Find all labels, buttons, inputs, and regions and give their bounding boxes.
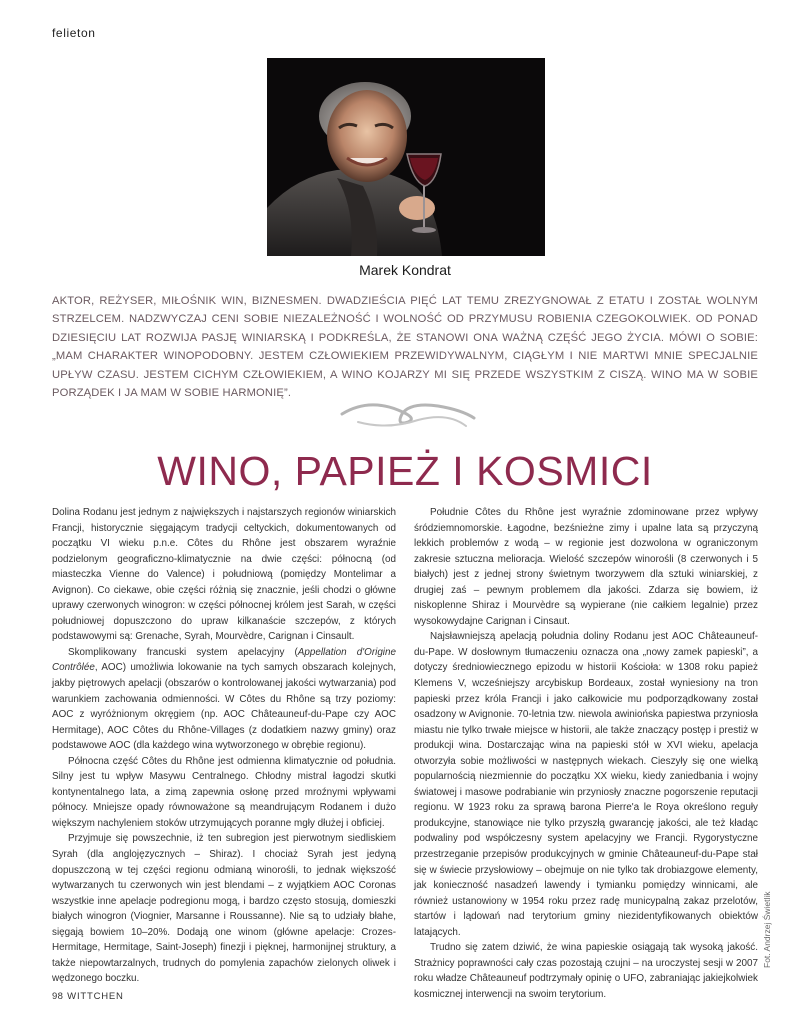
section-label: felieton (52, 26, 96, 40)
portrait-photo (267, 58, 545, 256)
decorative-flourish-icon (338, 392, 478, 436)
magazine-name: WITTCHEN (67, 991, 124, 1002)
paragraph: Skomplikowany francuski system apelacyjny (Appellation d'Origine Contrôlée, AOC) umożliwia lokowanie na tych samych obszarach kolejnych, jakby piętrowych apelacji (obszarów o kontrolowanej jakości wytwarzania) pod warunkiem zachowania odmienności. W Côtes du Rhône są trzy poziomy: AOC z wyróżnionym okręgiem (np. AOC Châteauneuf-du-Pape czy AOC Hermitage), AOC Côtes du Rhône-Villages (z dodatkiem nazwy gminy) oraz podstawowe AOC (dla każdego wina wytworzonego w obrębie regionu). (52, 646, 396, 752)
paragraph: Przyjmuje się powszechnie, iż ten subregion jest pierwotnym siedliskiem Syrah (dla anglojęzycznych – Shiraz). I chociaż Syrah jest jedyną dopuszczoną w tej części regionu odmianą winorośli, to jednak większość wytwarzanych tu czerwonych win jest blendami – z wyjątkiem AOC Coronas wszystkie inne apelacje podregionu mogą, i bardzo często stosują, domieszki białych winogron (Viognier, Marsanne i Roussanne). Nie są to udziały błahe, sięgają bowiem 10–20%. Dodają one winom (główne apelacje: Crozes-Hermitage, Hermitage, Saint-Joseph) finezji i pięknej, harmonijnej struktury, a także niepowtarzalnych, trudnych do pomylenia zapachów zielonych oliwek i wędzonego boczku. (52, 833, 396, 985)
paragraph: Trudno się zatem dziwić, że wina papieskie osiągają tak wysoką jakość. Strażnicy poprawności cały czas pozostają czujni – na uroczystej sesji w 2007 roku władze Châteauneuf podtrzymały opinię o UFO, zabraniając jakiejkolwiek kosmicznej interwencji na swoim terytorium. (414, 942, 758, 1000)
lead-paragraph: AKTOR, REŻYSER, MIŁOŚNIK WIN, BIZNESMEN. DWADZIEŚCIA PIĘĆ LAT TEMU ZREZYGNOWAŁ Z ETATU I ZOSTAŁ WOLNYM STRZELCEM. NADZWYCZAJ CENI SOBIE NIEZALEŻNOŚĆ I WOLNOŚĆ OD PRZYMUSU ROBIENIA CZEGOKOLWIEK. OD PONAD DZIESIĘCIU LAT ROZWIJA PASJĘ WINIARSKĄ I PODKREŚLA, ŻE STANOWI ONA WAŻNĄ CZĘŚĆ JEGO ŻYCIA. MÓWI O SOBIE: „MAM CHARAKTER WINOPODOBNY. JESTEM CZŁOWIEKIEM PRZEWIDYWALNYM, CIĄGŁYM I NIE MARTWI MNIE SPECJALNIE UPŁYW CZASU. JESTEM CICHYM CZŁOWIEKIEM, A WINO KOJARZY MI SIĘ PRZEDE WSZYSTKIM Z CISZĄ. WINO MA W SOBIE PORZĄDEK I JA MAM W SOBIE HARMONIĘ”. (52, 295, 758, 400)
photo-caption: Marek Kondrat (359, 262, 451, 278)
paragraph: Dolina Rodanu jest jednym z największych i najstarszych regionów winiarskich Francji, historycznie sięgającym tradycji celtyckich, dokumentowanych od początku VI wieku p.n.e. Côtes du Rhône jest obszarem wyraźnie podzielonym geograficzno-klimatycznie na dwie części: północną (od miasteczka Vienne do Valence) i południową (pomiędzy Montelimar a Avignon). Co ciekawe, obie części różnią się znacznie, jeśli chodzi o główne uprawy czerwonych winogron: w części północnej królem jest Sarah, w części południowej dopuszczono do upraw kilkanaście szczepów, z których podstawowymi są: Grenache, Syrah, Mourvèdre, Carignan i Cinsault. (52, 507, 396, 643)
paragraph: Północna część Côtes du Rhône jest odmienna klimatycznie od południa. Silny jest tu wpływ Masywu Centralnego. Chłodny mistral łagodzi skutki kontynentalnego lata, a zimą zapewnia osłonę przed mroźnymi wpływami północy. Mniejsze opady równoważone są meandrującym Rodanem i dużo większym nachyleniem stoków utrzymujących poranne mgły dłużej i obficiej. (52, 755, 396, 829)
paragraph: Najsławniejszą apelacją południa doliny Rodanu jest AOC Châteauneuf-du-Pape. W dosłownym tłumaczeniu oznacza ona „nowy zamek papieski”, a dotyczy średniowiecznego epizodu w historii Kościoła: w 1308 roku papież Klemens V, wcześniejszy arcybiskup Bordeaux, został wyniesiony na tron papieski przez króla Francji i jako całkowicie mu podporządkowany został osadzony w Avignonie. 70-letnia tzw. niewola awiniońska papiestwa przyniosła miastu nie tylko trwałe miejsce w historii, ale także znaczący postęp i prestiż w produkcji wina. Dostarczając wina na papieski stół w XVI wieku, apelacja otworzyła sobie możliwości w następnych wiekach. Cieszyły się one wielką popularnością niezmiennie do początku XX wieku, kiedy zaniedbania i wojny światowej i masowe podrabianie win przyniosły znaczne pogorszenie reputacji regionu. W 1923 roku za sprawą barona Pierre'a le Roya określono reguły produkcyjne, stanowiące nie tylko przyszłą gwarancję jakości, ale też kładąc podwaliny pod współczesny system apelacyjny we Francji. Rygorystyczne przestrzeganie przepisów produkcyjnych w gminie Châteauneuf-du-Pape stał się w świecie przysłowiowy – obejmuje on nie tylko tak drobiazgowe elementy, jak konieczność nasadzeń lawendy i tymianku pomiędzy winnicami, ale również ustanowiony w 1954 roku przez radę municypalną zakaz przelotów, startów i lądowań nad terytorium gminy niezidentyfikowanych obiektów latających. (414, 631, 758, 938)
page-number: 98 (52, 991, 64, 1002)
article-column-left (52, 505, 396, 987)
photo-credit: Fot. Andrzej Świetlik (762, 891, 772, 968)
paragraph: Południe Côtes du Rhône jest wyraźnie zdominowane przez wpływy śródziemnomorskie. Łagodne, bezśnieżne zimy i upalne lata są przyczyną lekkich problemów z wodą – w regionie jest dozwolona w ograniczonym zakresie sztuczna melioracja. Wielość szczepów winorośli (8 czerwonych i 5 białych) jest z jednej strony świetnym tworzywem dla sztuki winiarskiej, z drugiej zaś – pewnym problemem dla jakości. Zdarza się bowiem, iż niskoplenne Shiraz i Mourvèdre są wypierane (nie całkiem legalnie) przez wysokowydajne Carignan i Cinsaut. (414, 507, 758, 627)
page-footer (52, 991, 124, 1002)
article-column-right (414, 505, 758, 1003)
article-title: WINO, PAPIEŻ I KOSMICI (157, 448, 653, 494)
